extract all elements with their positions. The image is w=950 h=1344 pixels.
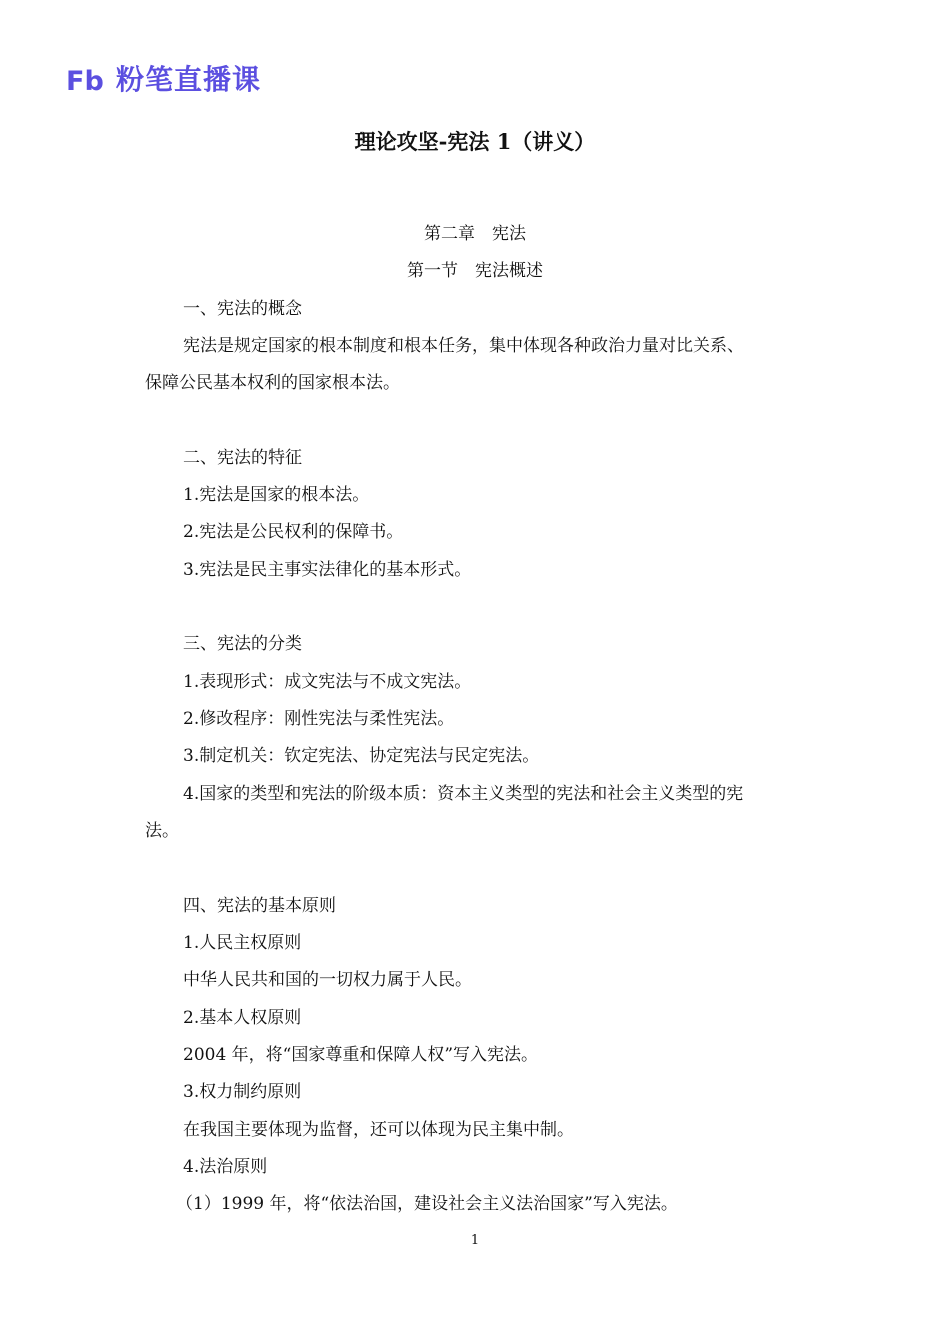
document-title: 理论攻坚-宪法 1（讲义） <box>354 129 596 154</box>
list-item: 3.制定机关：钦定宪法、协定宪法与民定宪法。 <box>183 746 540 766</box>
brand-logo <box>66 60 261 100</box>
principle-text: 在我国主要体现为监督，还可以体现为民主集中制。 <box>183 1120 574 1140</box>
fenbi-logo-icon <box>66 65 110 95</box>
heading-features: 二、宪法的特征 <box>183 448 302 468</box>
list-item: 2.宪法是公民权利的保障书。 <box>183 522 404 542</box>
principle-title: 3.权力制约原则 <box>183 1082 302 1102</box>
list-item-line2: 法。 <box>145 821 179 841</box>
list-item-line1: 4.国家的类型和宪法的阶级本质：资本主义类型的宪法和社会主义类型的宪 <box>183 784 744 804</box>
list-item: 1.表现形式：成文宪法与不成文宪法。 <box>183 672 472 692</box>
heading-principles: 四、宪法的基本原则 <box>183 896 336 916</box>
heading-classification: 三、宪法的分类 <box>183 634 302 654</box>
principle-title: 2.基本人权原则 <box>183 1008 302 1028</box>
principle-text: 2004 年，将“国家尊重和保障人权”写入宪法。 <box>183 1045 539 1065</box>
brand-name: 粉笔直播课 <box>116 63 262 96</box>
svg-text:Fb: Fb <box>66 66 104 95</box>
page-number: 1 <box>470 1233 480 1248</box>
principle-text: 中华人民共和国的一切权力属于人民。 <box>183 970 472 990</box>
principle-title: 4.法治原则 <box>183 1157 268 1177</box>
section-heading: 第一节 宪法概述 <box>407 261 543 281</box>
concept-paragraph-line1: 宪法是规定国家的根本制度和根本任务，集中体现各种政治力量对比关系、 <box>183 336 744 356</box>
list-item: 3.宪法是民主事实法律化的基本形式。 <box>183 560 472 580</box>
list-item: 1.宪法是国家的根本法。 <box>183 485 370 505</box>
principle-text: （1）1999 年，将“依法治国，建设社会主义法治国家”写入宪法。 <box>176 1194 678 1214</box>
chapter-heading: 第二章 宪法 <box>424 224 526 244</box>
list-item: 2.修改程序：刚性宪法与柔性宪法。 <box>183 709 455 729</box>
concept-paragraph-line2: 保障公民基本权利的国家根本法。 <box>145 373 400 393</box>
principle-title: 1.人民主权原则 <box>183 933 302 953</box>
heading-concept: 一、宪法的概念 <box>183 299 302 319</box>
